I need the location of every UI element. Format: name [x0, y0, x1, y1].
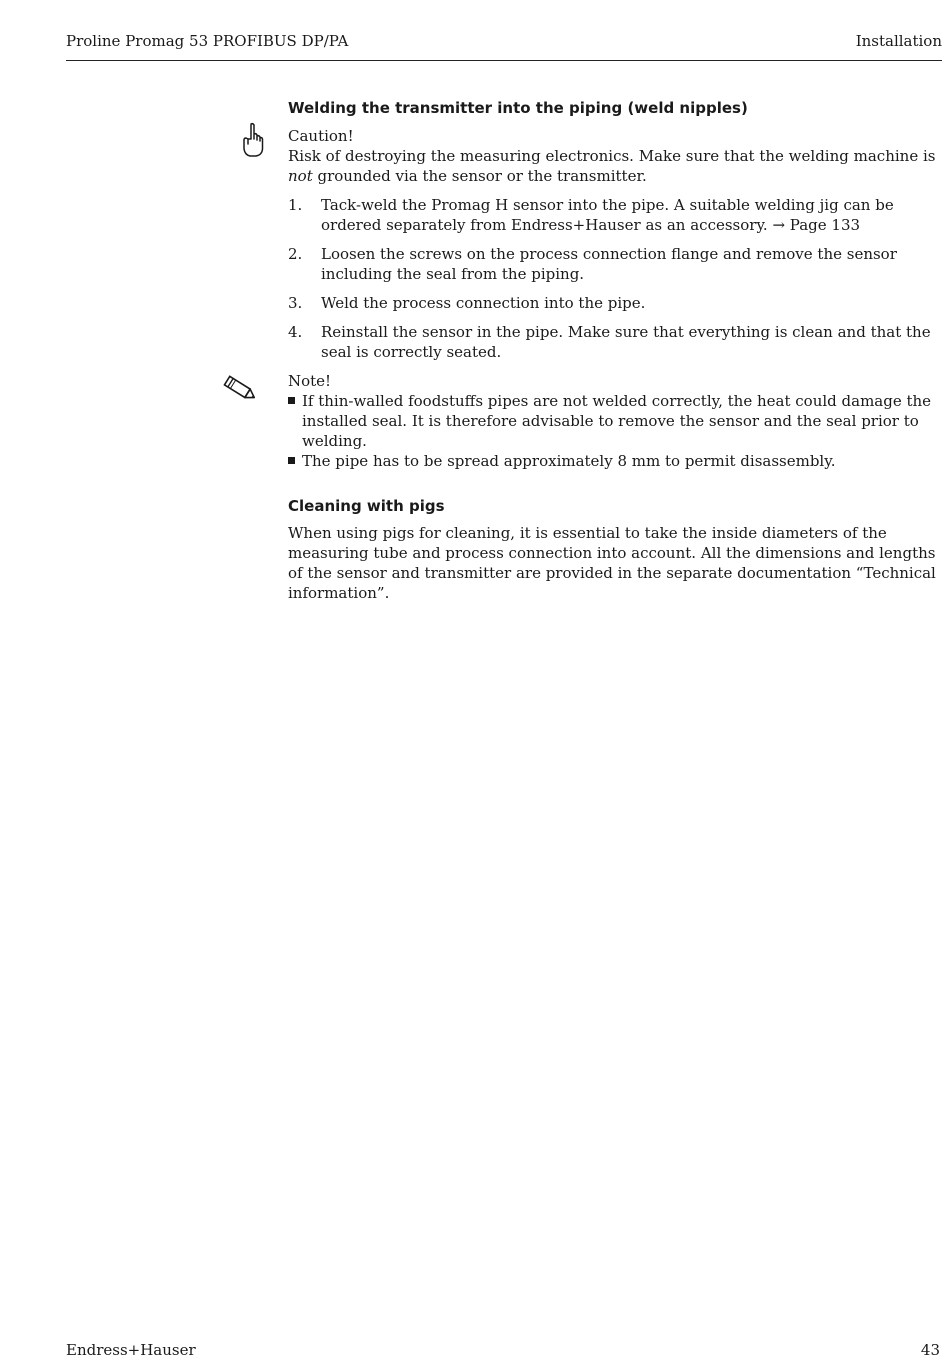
welding-steps-list [288, 195, 940, 362]
header-document-title: Proline Promag 53 PROFIBUS DP/PA [66, 32, 349, 50]
bullet-square-icon [288, 397, 295, 404]
bullet-square-icon [288, 457, 295, 464]
main-content [288, 97, 940, 603]
section-heading-welding: Welding the transmitter into the piping (weld nipples) [288, 99, 748, 117]
list-item: 2. Loosen the screws on the process connection flange and remove the sensor including the seal from the piping. [288, 245, 897, 283]
header-chapter: Installation [855, 32, 942, 50]
note-label: Note! [288, 372, 332, 390]
section-heading-cleaning: Cleaning with pigs [288, 497, 445, 515]
note-list [288, 391, 940, 471]
list-item: 4. Reinstall the sensor in the pipe. Make sure that everything is clean and that the seal is correctly seated. [288, 323, 931, 361]
note-pencil-icon [219, 374, 259, 406]
caution-label: Caution! [288, 127, 354, 145]
caution-emphasis: not [288, 167, 313, 185]
list-item: If thin-walled foodstuffs pipes are not welded correctly, the heat could damage the installed seal. It is therefore advisable to remove the sensor and the seal prior to welding. [288, 391, 940, 451]
page-header [66, 32, 942, 61]
footer-company: Endress+Hauser [66, 1341, 196, 1359]
list-item: 3. Weld the process connection into the pipe. [288, 294, 646, 312]
list-item: The pipe has to be spread approximately 8 mm to permit disassembly. [288, 451, 940, 471]
caution-text: Risk of destroying the measuring electronics. Make sure that the welding machine is not grounded via the sensor or the transmitter. [288, 147, 936, 185]
caution-hand-icon [242, 122, 264, 162]
page-number: 43 [920, 1341, 940, 1359]
list-item: 1. Tack-weld the Promag H sensor into the pipe. A suitable welding jig can be ordered separately from Endress+Hauser as an accessory. → Page 133 [288, 196, 894, 234]
cleaning-paragraph: When using pigs for cleaning, it is essential to take the inside diameters of the measuring tube and process connection into account. All the dimensions and lengths of the sensor and transmitter are provided in the separate documentation “Technical information”. [288, 524, 936, 602]
